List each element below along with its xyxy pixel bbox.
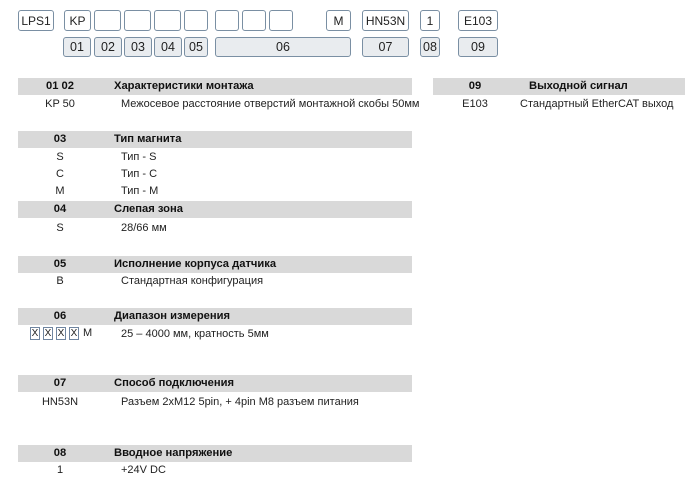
code-box-connection-text: HN53N <box>365 13 406 28</box>
index-box-06 <box>215 37 351 57</box>
option-code: E103 <box>462 98 488 110</box>
option-description: Тип - M <box>121 185 159 197</box>
section-number: 05 <box>53 258 67 270</box>
range-digit-box: X <box>31 328 39 339</box>
section-header-housing <box>18 256 412 273</box>
section-number: 07 <box>53 377 67 389</box>
index-box-08 <box>420 37 440 57</box>
code-box-mount-text: KP <box>69 13 86 28</box>
option-description: Тип - C <box>121 168 158 180</box>
index-box-03 <box>124 37 152 57</box>
option-description: 25 – 4000 мм, кратность 5мм <box>121 328 269 340</box>
index-box-01 <box>63 37 91 57</box>
index-box-05 <box>184 37 208 57</box>
section-number: 01 02 <box>46 80 74 92</box>
index-01-text: 01 <box>70 40 84 54</box>
option-code: M <box>55 185 65 197</box>
section-number: 09 <box>468 80 482 92</box>
index-03-text: 03 <box>131 40 145 54</box>
code-box-voltage-text: 1 <box>426 13 434 28</box>
code-box-range-unit <box>326 10 351 31</box>
section-header-connection <box>18 375 412 392</box>
index-04-text: 04 <box>161 40 175 54</box>
spec-row <box>18 96 418 112</box>
index-05-text: 05 <box>189 40 203 54</box>
spec-row <box>18 462 318 478</box>
code-box-range-unit-text: M <box>333 13 344 28</box>
code-box-connection <box>362 10 409 31</box>
section-header-output-signal <box>433 78 685 95</box>
option-code: 1 <box>56 464 64 476</box>
section-header-mounting <box>18 78 412 95</box>
section-header-measuring-range <box>18 308 412 325</box>
section-header-supply-voltage <box>18 445 412 462</box>
code-box-mount <box>64 10 91 31</box>
option-description: 28/66 мм <box>121 222 167 234</box>
spec-row <box>18 220 318 236</box>
range-unit: M <box>83 327 93 339</box>
option-code: C <box>56 168 64 180</box>
range-code <box>30 327 110 341</box>
index-08-text: 08 <box>423 40 437 54</box>
code-box-blank-2 <box>124 10 151 31</box>
index-box-07 <box>362 37 409 57</box>
code-box-voltage <box>420 10 440 31</box>
index-09-text: 09 <box>471 40 485 54</box>
option-description: +24V DC <box>121 464 166 476</box>
spec-row <box>18 326 338 342</box>
index-06-text: 06 <box>276 40 290 54</box>
option-code: HN53N <box>41 396 79 408</box>
index-07-text: 07 <box>378 40 393 54</box>
index-box-09 <box>458 37 498 57</box>
section-title: Вводное напряжение <box>114 447 233 459</box>
section-title: Характеристики монтажа <box>114 80 254 92</box>
index-box-02 <box>94 37 122 57</box>
section-title: Слепая зона <box>114 203 183 215</box>
index-02-text: 02 <box>101 40 115 54</box>
section-title: Способ подключения <box>114 377 234 389</box>
range-digit-box: X <box>57 328 65 339</box>
range-digit-box: X <box>44 328 52 339</box>
spec-row <box>18 183 318 199</box>
spec-row <box>18 273 318 289</box>
range-digit-box: X <box>70 328 78 339</box>
code-box-blank-4 <box>184 10 208 31</box>
section-header-magnet-type <box>18 131 412 148</box>
option-description: Разъем 2xM12 5pin, + 4pin M8 разъем питания <box>121 396 359 408</box>
code-box-blank-6 <box>242 10 266 31</box>
spec-row <box>18 149 318 165</box>
option-description: Стандартная конфигурация <box>121 275 264 287</box>
section-number: 03 <box>53 133 67 145</box>
option-description: Межосевое расстояние отверстий монтажной скобы 50мм <box>121 98 420 110</box>
code-box-model-text: LPS1 <box>21 13 51 28</box>
section-header-blind-zone <box>18 201 412 218</box>
code-box-output <box>458 10 498 31</box>
spec-row <box>18 394 378 410</box>
option-code: KP 50 <box>45 98 75 110</box>
option-code: B <box>56 275 64 287</box>
section-title: Исполнение корпуса датчика <box>114 258 277 270</box>
section-title: Диапазон измерения <box>114 310 231 322</box>
code-box-blank-3 <box>154 10 181 31</box>
option-description: Стандартный EtherCAT выход <box>520 98 674 110</box>
code-box-blank-5 <box>215 10 239 31</box>
spec-row <box>433 96 693 112</box>
code-box-output-text: E103 <box>463 13 493 28</box>
section-title: Тип магнита <box>114 133 182 145</box>
section-number: 08 <box>53 447 67 459</box>
section-title: Выходной сигнал <box>529 80 628 92</box>
spec-row <box>18 166 318 182</box>
index-box-04 <box>154 37 182 57</box>
code-box-blank-7 <box>269 10 293 31</box>
section-number: 04 <box>53 203 67 215</box>
option-code: S <box>56 151 64 163</box>
option-code: S <box>56 222 64 234</box>
option-description: Тип - S <box>121 151 157 163</box>
code-box-blank-1 <box>94 10 121 31</box>
section-number: 06 <box>53 310 67 322</box>
code-box-model <box>18 10 54 31</box>
